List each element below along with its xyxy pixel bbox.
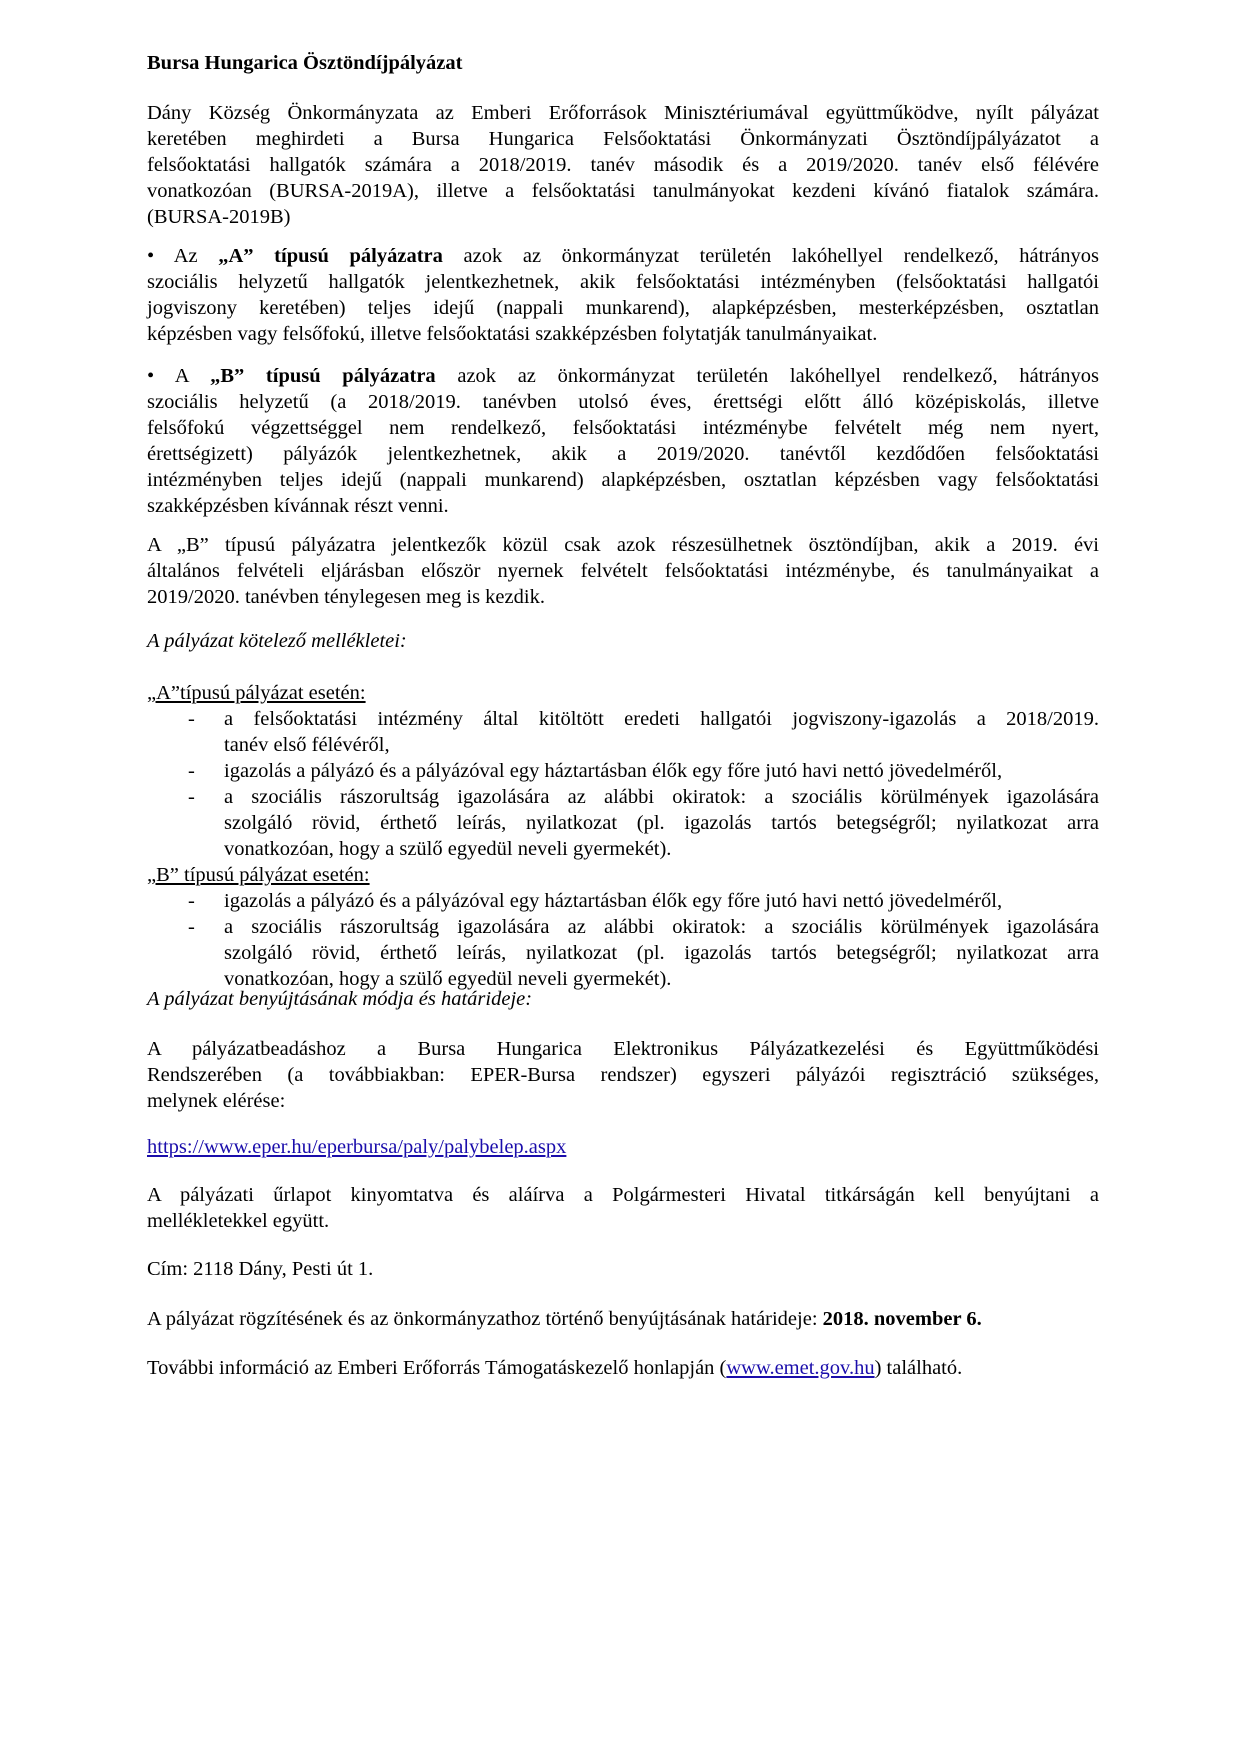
document-title: Bursa Hungarica Ösztöndíjpályázat: [147, 52, 463, 74]
bullet-icon: •: [147, 365, 155, 387]
submission-heading: A pályázat benyújtásának módja és határideje:: [147, 988, 533, 1010]
list-item-line: - igazolás a pályázó és a pályázóval egy háztartásban élők egy főre jutó havi nettó jövedelméről,: [224, 890, 1003, 912]
form-note-line: mellékletekkel együtt.: [147, 1210, 330, 1232]
form-note-line: A pályázati űrlapot kinyomtatva és aláírva a Polgármesteri Hivatal titkárságán kell benyújtani a: [147, 1184, 1099, 1206]
type-a-label: „A” típusú pályázatra: [218, 245, 443, 267]
eper-link-line: [147, 1134, 1099, 1160]
type-a-line: azok az önkormányzat területén lakóhellyel rendelkező, hátrányos: [463, 245, 1099, 267]
deadline-line: [147, 1306, 1099, 1332]
list-item-line: - a szociális rászorultság igazolására az alábbi okiratok: a szociális körülmények igazolására: [224, 916, 1099, 938]
list-item-line: - a szociális rászorultság igazolására az alábbi okiratok: a szociális körülmények igazolására: [224, 786, 1099, 808]
type-b-line: intézményben teljes idejű (nappali munkarend) alapképzésben, osztatlan képzésben vagy felsőoktatási: [147, 469, 1099, 491]
intro-line: vonatkozóan (BURSA-2019A), illetve a felsőoktatási tanulmányokat kezdeni kívánó fiatalok számára.: [147, 180, 1099, 202]
type-b-line: szociális helyzetű (a 2018/2019. tanévben utolsó éves, érettségi előtt álló középiskolás, illetve: [147, 391, 1099, 413]
type-b-line: érettségizett) pályázók jelentkezhetnek, akik a 2019/2020. tanévtől kezdődően felsőoktatási: [147, 443, 1099, 465]
list-item-line: - igazolás a pályázó és a pályázóval egy háztartásban élők egy főre jutó havi nettó jövedelméről,: [224, 760, 1003, 782]
a-case-list: [147, 706, 1099, 862]
type-a-first-line: [147, 243, 1099, 269]
intro-paragraph: [147, 100, 1099, 230]
b-case-list: [147, 888, 1099, 992]
more-info-before: További információ az Emberi Erőforrás Támogatáskezelő honlapján (: [147, 1357, 727, 1379]
type-b-first-line: [147, 363, 1099, 389]
type-a-line: jogviszony keretében) teljes idejű (nappali munkarend), alapképzésben, mesterképzésben, osztatlan: [147, 297, 1099, 319]
type-b-lead: A: [174, 365, 189, 387]
more-info-after: ) található.: [874, 1357, 963, 1379]
b-note-line: 2019/2020. tanévben ténylegesen meg is kezdik.: [147, 586, 545, 608]
emet-link[interactable]: www.emet.gov.hu: [726, 1357, 875, 1379]
submission-line: Rendszerében (a továbbiakban: EPER-Bursa rendszer) egyszeri pályázói regisztráció szükséges,: [147, 1064, 1099, 1086]
submission-line: A pályázatbeadáshoz a Bursa Hungarica Elektronikus Pályázatkezelési és Együttműködési: [147, 1038, 1099, 1060]
more-info-line: [147, 1355, 1099, 1381]
form-note-paragraph: [147, 1182, 1099, 1234]
type-a-paragraph: [147, 243, 1099, 347]
submission-line: melynek elérése:: [147, 1090, 286, 1112]
type-b-line: szakképzésben kívánnak részt venni.: [147, 495, 449, 517]
list-item: [147, 888, 1099, 914]
type-b-line: felsőfokú végzettséggel nem rendelkező, felsőoktatási intézménybe felvételt még nem nyert,: [147, 417, 1099, 439]
a-case-section: [147, 680, 1099, 992]
address-line: Cím: 2118 Dány, Pesti út 1.: [147, 1258, 374, 1280]
type-a-line: képzésben vagy felsőfokú, illetve felsőoktatási szakképzésben folytatják tanulmányaikat.: [147, 323, 878, 345]
b-note-line: A „B” típusú pályázatra jelentkezők közül csak azok részesülhetnek ösztöndíjban, akik a 2019. évi: [147, 534, 1099, 556]
list-item: [147, 784, 1099, 862]
type-b-line: azok az önkormányzat területén lakóhellyel rendelkező, hátrányos: [457, 365, 1100, 387]
list-item-line: tanév első félévéről,: [224, 734, 390, 756]
list-item-line: szolgáló rövid, érthető leírás, nyilatkozat (pl. igazolás tartós betegségről; nyilatkozat arra: [224, 812, 1099, 834]
list-item-line: vonatkozóan, hogy a szülő egyedül neveli gyermekét).: [224, 838, 672, 860]
deadline-date: 2018. november 6.: [822, 1308, 982, 1330]
list-item-line: - a felsőoktatási intézmény által kitöltött eredeti hallgatói jogviszony-igazolás a 2018/2019.: [224, 708, 1099, 730]
intro-line: felsőoktatási hallgatók számára a 2018/2019. tanév második és a 2019/2020. tanév első félévére: [147, 154, 1099, 176]
type-b-label: „B” típusú pályázatra: [210, 365, 436, 387]
attachments-heading: A pályázat kötelező mellékletei:: [147, 630, 407, 652]
intro-line: (BURSA-2019B): [147, 206, 291, 228]
type-b-note-paragraph: [147, 532, 1099, 610]
list-item: [147, 914, 1099, 992]
eper-link[interactable]: https://www.eper.hu/eperbursa/paly/palybelep.aspx: [147, 1136, 567, 1158]
list-item-line: vonatkozóan, hogy a szülő egyedül neveli gyermekét).: [224, 968, 672, 990]
bullet-icon: •: [147, 245, 155, 267]
b-case-heading: „B” típusú pályázat esetén:: [147, 864, 370, 886]
type-a-line: szociális helyzetű hallgatók jelentkezhetnek, akik felsőoktatási intézményben (felsőoktatási hallgatói: [147, 271, 1099, 293]
type-b-paragraph: [147, 363, 1099, 519]
list-item: [147, 758, 1099, 784]
intro-line: Dány Község Önkormányzata az Emberi Erőforrások Minisztériumával együttműködve, nyílt pályázat: [147, 102, 1099, 124]
deadline-text: A pályázat rögzítésének és az önkormányzathoz történő benyújtásának határideje:: [147, 1308, 818, 1330]
a-case-heading: „A”típusú pályázat esetén:: [147, 682, 366, 704]
list-item: [147, 706, 1099, 758]
list-item-line: szolgáló rövid, érthető leírás, nyilatkozat (pl. igazolás tartós betegségről; nyilatkozat arra: [224, 942, 1099, 964]
submission-paragraph: [147, 1036, 1099, 1114]
type-a-lead: Az: [173, 245, 198, 267]
intro-line: keretében meghirdeti a Bursa Hungarica Felsőoktatási Önkormányzati Ösztöndíjpályázatot a: [147, 128, 1099, 150]
b-note-line: általános felvételi eljárásban először nyernek felvételt felsőoktatási intézménybe, és tanulmányaikat a: [147, 560, 1099, 582]
